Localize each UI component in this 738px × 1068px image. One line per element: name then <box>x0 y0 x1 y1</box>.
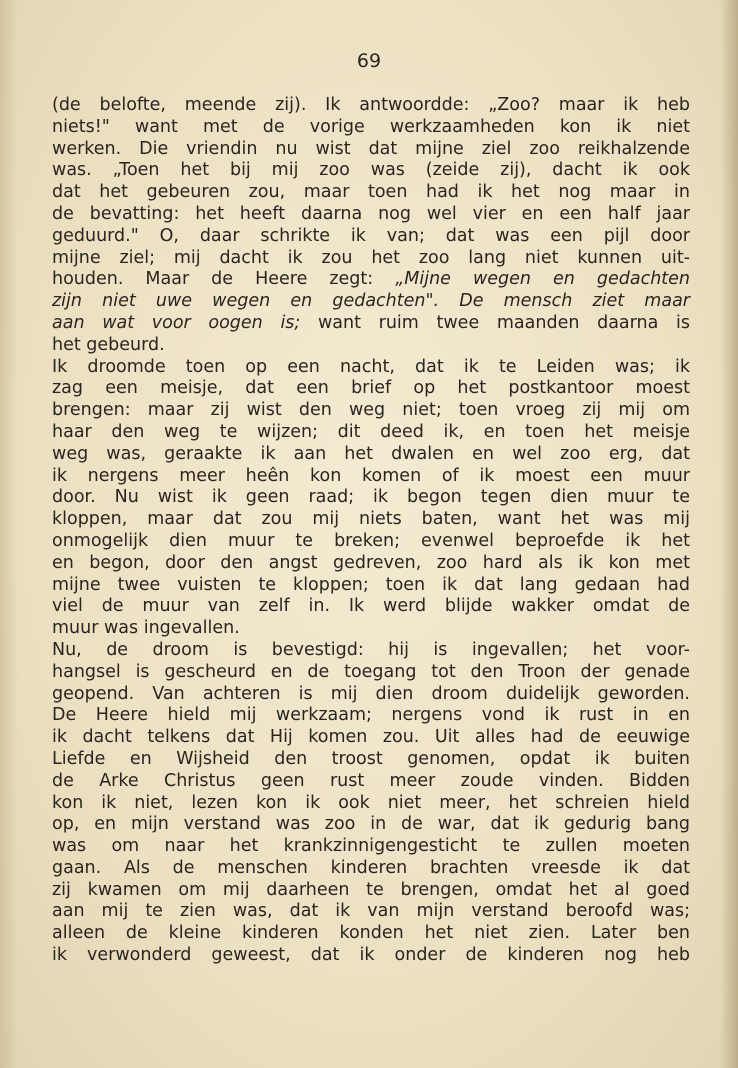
line-text: hangsel is gescheurd en de toegang tot den Troon der genade <box>52 661 690 682</box>
line-italic-text: „Mijne wegen en gedachten <box>395 269 691 290</box>
line-text: houden. Maar de Heere zegt: <box>52 269 396 290</box>
line-text: op, en mijn verstand was zoo in de war, dat ik gedurig bang <box>52 814 690 835</box>
line-text: niets!" want met de vorige werkzaamheden kon ik niet <box>52 116 690 137</box>
text-line <box>52 313 690 335</box>
line-italic-text: aan wat voor oogen is; <box>52 312 301 333</box>
line-text: alleen de kleine kinderen konden het niet zien. Later ben <box>52 923 690 944</box>
line-text: muur was ingevallen. <box>52 618 240 639</box>
line-text: haar den weg te wijzen; dit deed ik, en toen het meisje <box>52 421 690 442</box>
text-line <box>52 575 690 597</box>
text-line <box>52 814 690 836</box>
text-line <box>52 793 690 815</box>
text-line <box>52 836 690 858</box>
line-text: Liefde en Wijsheid den troost genomen, opdat ik buiten <box>52 748 690 769</box>
line-text: zag een meisje, dat een brief op het postkantoor moest <box>52 378 690 399</box>
text-line <box>52 705 690 727</box>
line-text: aan mij te zien was, dat ik van mijn verstand beroofd was; <box>52 901 690 922</box>
text-line <box>52 596 690 618</box>
page-number: 69 <box>356 50 382 72</box>
text-line <box>52 466 690 488</box>
text-line <box>52 923 690 945</box>
text-line <box>52 117 690 139</box>
text-line <box>52 139 690 161</box>
line-text: geduurd." O, daar schrikte ik van; dat was een pijl door <box>52 225 690 246</box>
body-text <box>52 95 690 967</box>
text-line <box>52 880 690 902</box>
text-line <box>52 182 690 204</box>
line-text: de Arke Christus geen rust meer zoude vinden. Bidden <box>52 770 690 791</box>
line-text: onmogelijk dien muur te breken; evenwel beproefde ik het <box>52 530 690 551</box>
text-line <box>52 422 690 444</box>
page-shadow-left <box>0 0 18 1068</box>
text-line <box>52 749 690 771</box>
line-text: zij kwamen om mij daarheen te brengen, omdat het al goed <box>52 879 690 900</box>
text-line <box>52 945 690 967</box>
page-shadow-right <box>720 0 738 1068</box>
text-line <box>52 618 690 640</box>
line-text: want ruim twee maanden daarna is <box>300 312 690 333</box>
text-line <box>52 204 690 226</box>
text-line <box>52 531 690 553</box>
line-text: het gebeurd. <box>52 334 165 355</box>
line-text: dat het gebeuren zou, maar toen had ik het nog maar in <box>52 182 690 203</box>
text-line <box>52 771 690 793</box>
line-text: brengen: maar zij wist den weg niet; toen vroeg zij mij om <box>52 400 690 421</box>
text-line <box>52 95 690 117</box>
line-text: door. Nu wist ik geen raad; ik begon tegen dien muur te <box>52 487 690 508</box>
line-text: was om naar het krankzinnigengesticht te zullen moeten <box>52 836 690 857</box>
line-text: was. „Toen het bij mij zoo was (zeide zij), dacht ik ook <box>52 160 690 181</box>
line-text: Nu, de droom is bevestigd: hij is ingevallen; het voor- <box>52 639 690 660</box>
line-text: De Heere hield mij werkzaam; nergens vond ik rust in en <box>52 705 690 726</box>
line-text: kloppen, maar dat zou mij niets baten, want het was mij <box>52 509 690 530</box>
text-line <box>52 684 690 706</box>
line-text: de bevatting: het heeft daarna nog wel vier en een half jaar <box>52 203 690 224</box>
line-text: geopend. Van achteren is mij dien droom duidelijk geworden. <box>52 683 690 704</box>
line-text: werken. Die vriendin nu wist dat mijne ziel zoo reikhalzende <box>52 138 690 159</box>
line-text: weg was, geraakte ik aan het dwalen en wel zoo erg, dat <box>52 443 690 464</box>
line-text: ik nergens meer heên kon komen of ik moest een muur <box>52 465 690 486</box>
text-line <box>52 553 690 575</box>
text-line <box>52 662 690 684</box>
line-text: mijne ziel; mij dacht ik zou het zoo lang niet kunnen uit- <box>52 247 690 268</box>
text-line <box>52 444 690 466</box>
text-line <box>52 226 690 248</box>
line-text: ik verwonderd geweest, dat ik onder de kinderen nog heb <box>52 945 690 966</box>
line-text: (de belofte, meende zij). Ik antwoordde: „Zoo? maar ik heb <box>52 95 690 115</box>
text-line <box>52 357 690 379</box>
line-italic-text: zijn niet uwe wegen en gedachten". De mensch ziet maar <box>52 291 690 312</box>
text-line <box>52 727 690 749</box>
text-line <box>52 640 690 662</box>
text-line <box>52 335 690 357</box>
text-line <box>52 901 690 923</box>
line-text: kon ik niet, lezen kon ik ook niet meer, het schreien hield <box>52 792 690 813</box>
line-text: en begon, door den angst gedreven, zoo hard als ik kon met <box>52 552 690 573</box>
text-line <box>52 509 690 531</box>
text-line <box>52 248 690 270</box>
line-text: mijne twee vuisten te kloppen; toen ik dat lang gedaan had <box>52 574 690 595</box>
line-text: viel de muur van zelf in. Ik werd blijde wakker omdat de <box>52 596 690 617</box>
text-line <box>52 487 690 509</box>
text-line <box>52 160 690 182</box>
text-line <box>52 269 690 291</box>
line-text: ik dacht telkens dat Hij komen zou. Uit alles had de eeuwige <box>52 727 690 748</box>
text-line <box>52 378 690 400</box>
text-line <box>52 291 690 313</box>
text-line <box>52 400 690 422</box>
line-text: gaan. Als de menschen kinderen brachten vreesde ik dat <box>52 857 690 878</box>
text-line <box>52 858 690 880</box>
line-text: Ik droomde toen op een nacht, dat ik te Leiden was; ik <box>52 356 690 377</box>
